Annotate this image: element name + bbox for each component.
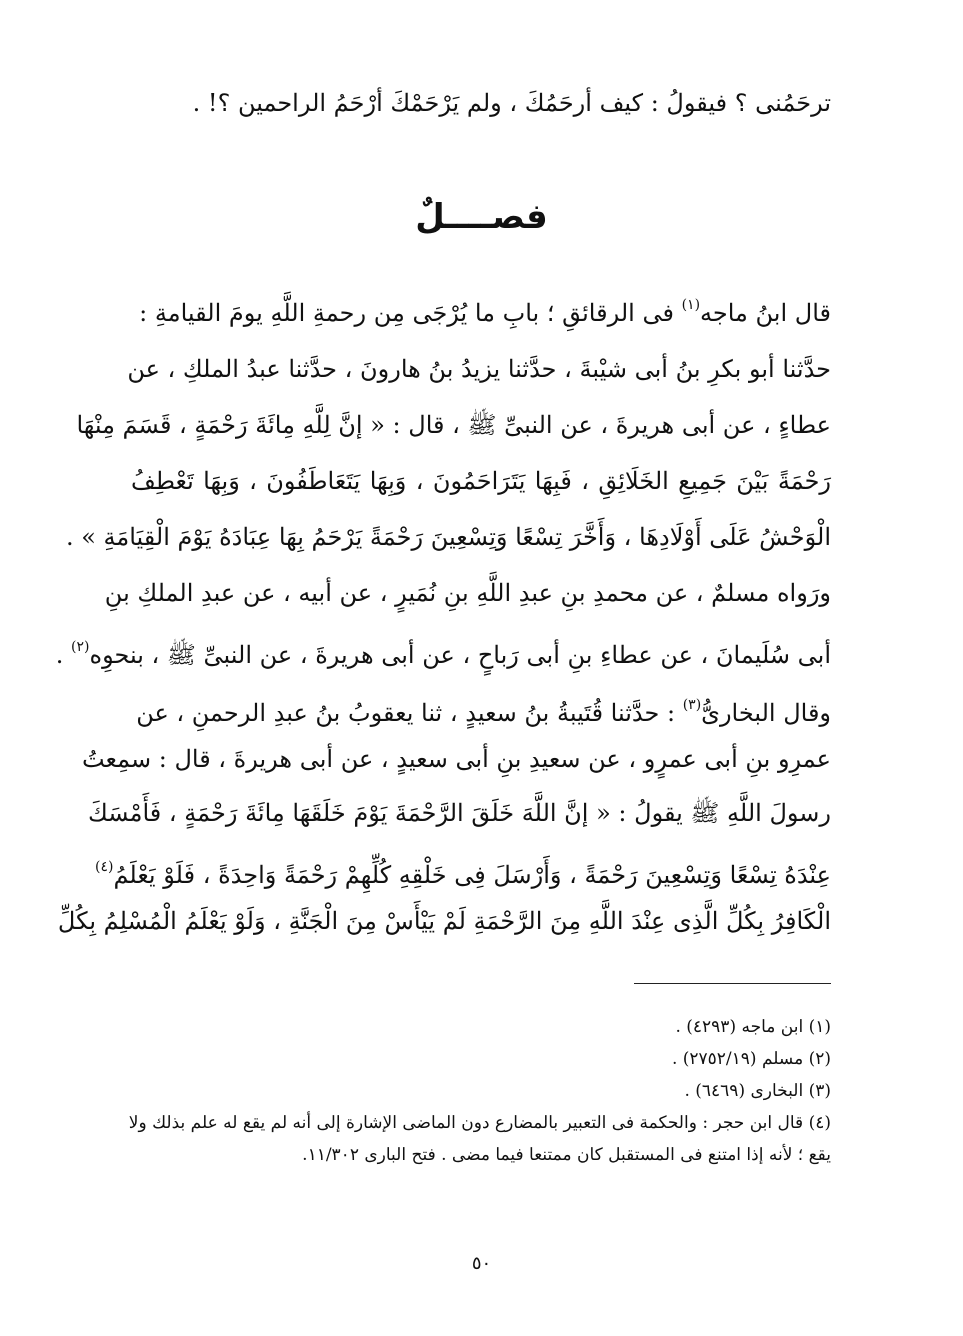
text-fragment: أبى سُلَيمانَ ، عن عطاءِ بنِ أبى رَباحٍ ، عن أبى هريرةَ ، عن النبىِّ ﷺ ، بنحوِه [89, 641, 831, 669]
footnote-4-line-2: يقع ؛ لأنه إذا امتنع فى المستقبل كان ممتنعا فيما مضى . فتح البارى ١١/٣٠٢. [302, 1145, 831, 1165]
text-line: ترحَمُنى ؟ فيقولُ : كيف أرحَمُكَ ، ولم يَرْحَمْكَ أرْحَمُ الراحمين ؟! . [192, 89, 831, 117]
text-line: الْوَحْشُ عَلَى أَوْلَادِهَا ، وَأَخَّرَ تِسْعًا وَتِسْعِينَ رَحْمَةً يَرْحَمُ بِهَا عِبَادَهُ يَوْمَ الْقِيَامَةِ » . [65, 523, 831, 551]
text-line: عمرِو بنِ أبى عمرٍو ، عن سعيدِ بنِ أبى سعيدٍ ، عن أبى هريرةَ ، قال : سمِعتُ [81, 745, 831, 773]
section-heading: فصــــلٌ [415, 197, 548, 237]
footnote-ref-4: (٤) [94, 859, 114, 875]
text-fragment: . [55, 641, 72, 669]
text-fragment: وقال البخارىُّ [701, 699, 831, 727]
text-fragment: قال ابنُ ماجه [700, 299, 831, 327]
text-line [55, 630, 831, 669]
text-fragment: عِنْدَهُ تِسْعًا وَتِسْعِينَ رَحْمَةً ، وَأَرْسَلَ فِى خَلْقِهِ كُلِّهِمْ رَحْمَةً وَاحِدَةً ، فَلَوْ يَعْلَمُ [113, 861, 831, 889]
text-fragment: : حدَّثنا قُتَيبةُ بنُ سعيدٍ ، ثنا يعقوبُ بنُ عبدِ الرحمنِ ، عن [136, 699, 683, 727]
text-line: رَحْمَةً بَيْنَ جَمِيعِ الخَلَائِقِ ، فَبِهَا يَتَرَاحَمُونَ ، وَبِهَا يَتَعَاطَفُونَ ، وَبِهَا تَعْطِفُ [131, 467, 831, 495]
footnote-separator [634, 983, 831, 984]
text-line [131, 688, 831, 727]
footnote-1: (١) ابن ماجه (٤٢٩٣) . [675, 1017, 831, 1037]
text-line: عطاءٍ ، عن أبى هريرةَ ، عن النبىِّ ﷺ ، قال : « إنَّ لِلَّهِ مِائَةَ رَحْمَةٍ ، قَسَمَ مِنْهَا [76, 411, 831, 439]
footnote-2: (٢) مسلم (٢٧٥٢/١٩) . [671, 1049, 831, 1069]
text-line: ورَواه مسلمٌ ، عن محمدِ بنِ عبدِ اللَّهِ بنِ نُمَيرٍ ، عن أبيه ، عن عبدِ الملكِ بنِ [104, 579, 831, 607]
footnote-4-line-1: (٤) قال ابن حجر : والحكمة فى التعبير بالمضارع دون الماضى الإشارة إلى أنه لم يقع له علم بذلك ولا [128, 1113, 831, 1133]
text-line: الْكَافِرُ بِكُلِّ الَّذِى عِنْدَ اللَّهِ مِنَ الرَّحْمَةِ لَمْ يَيْأَسْ مِنَ الْجَنَّةِ ، وَلَوْ يَعْلَمُ الْمُسْلِمُ بِكُلِّ [57, 907, 831, 935]
text-fragment: فى الرقائقِ ؛ بابِ ما يُرْجَى مِن رحمةِ اللَّهِ يومَ القيامةِ : [139, 299, 682, 327]
footnote-3: (٣) البخارى (٦٤٦٩) . [684, 1081, 831, 1101]
text-line [131, 288, 831, 327]
text-line [94, 850, 831, 889]
text-line: رسولَ اللَّهِ ﷺ يقولُ : « إنَّ اللَّهَ خَلَقَ الرَّحْمَةَ يَوْمَ خَلَقَهَا مِائَةَ رَحْمَةٍ ، فَأَمْسَكَ [87, 799, 831, 827]
footnote-ref-2: (٢) [71, 639, 90, 655]
page-number: ٥٠ [471, 1253, 492, 1274]
footnote-ref-3: (٣) [682, 697, 702, 713]
footnote-ref-1: (١) [681, 297, 701, 313]
text-line: حدَّثنا أبو بكرِ بنُ أبى شيْبةَ ، حدَّثنا يزيدُ بنُ هارونَ ، حدَّثنا عبدُ الملكِ ، عن [127, 355, 831, 383]
